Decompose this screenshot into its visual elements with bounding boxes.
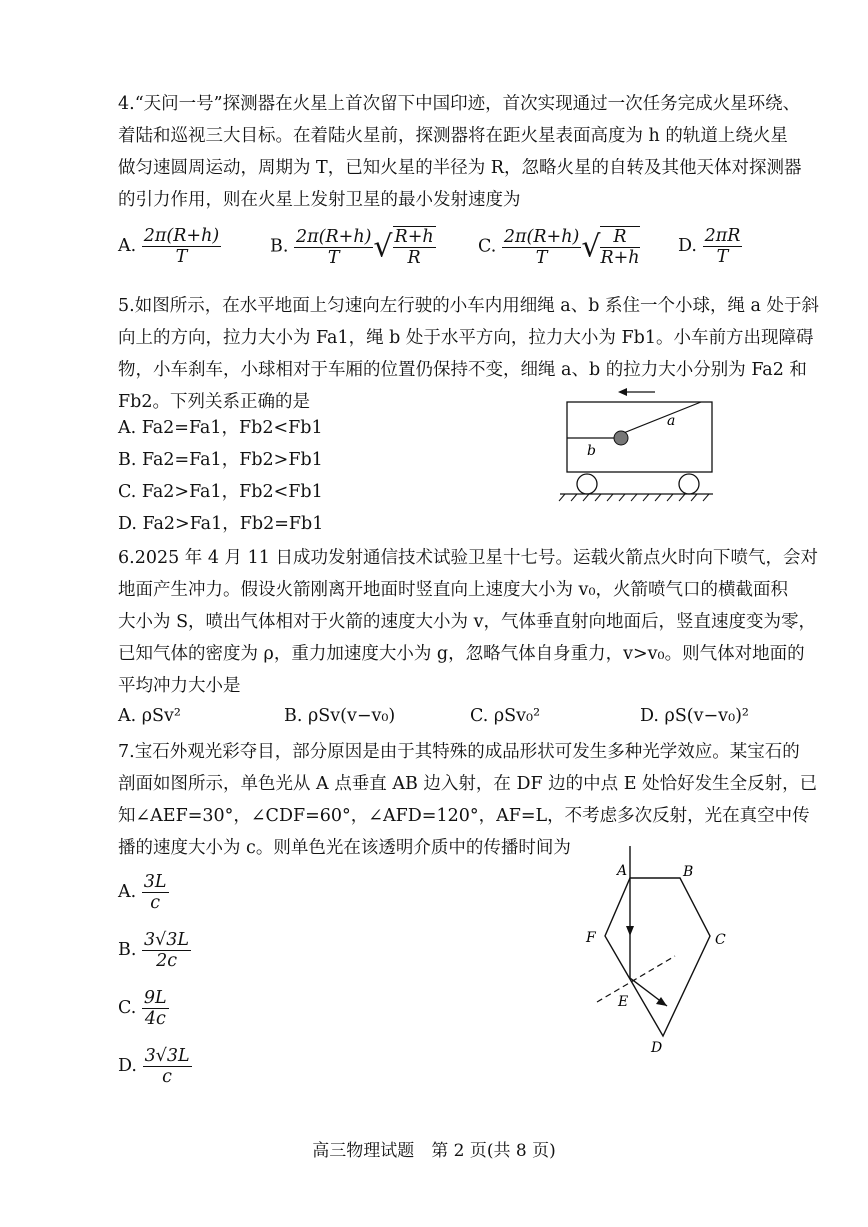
label-D: D xyxy=(651,1040,663,1056)
q7-option-a xyxy=(118,872,169,913)
q7-option-a-num: 3L xyxy=(143,872,167,892)
q4-line-4: 的引力作用，则在火星上发射卫星的最小发射速度为 xyxy=(118,190,521,210)
q6-options xyxy=(118,706,768,730)
label-F: F xyxy=(586,930,596,946)
q6-option-b: B. ρSv(v−v₀) xyxy=(284,706,396,726)
q7-option-a-label: A. xyxy=(118,882,137,902)
q6-option-d: D. ρS(v−v₀)² xyxy=(640,706,749,726)
q4-option-b-root-num: R+h xyxy=(394,227,434,247)
wheel-left xyxy=(577,474,597,494)
q7-option-c-label: C. xyxy=(118,998,137,1018)
label-b: b xyxy=(587,443,596,459)
q5-option-b: B. Fa2=Fa1，Fb2>Fb1 xyxy=(118,450,323,470)
q4-option-b-root xyxy=(393,226,436,268)
q4-option-b-label: B. xyxy=(270,236,289,257)
page-footer: 高三物理试题 第 2 页(共 8 页) xyxy=(312,1141,556,1161)
q7-gem-figure xyxy=(575,838,745,1060)
q7-option-b-den: 2c xyxy=(156,951,177,971)
label-a: a xyxy=(667,413,676,429)
question-6 xyxy=(118,542,818,702)
q4-option-b-root-den: R xyxy=(407,248,421,268)
q7-line-3: 知∠AEF=30°，∠CDF=60°，∠AFD=120°，AF=L，不考虑多次反射，光在真空中传 xyxy=(118,806,810,826)
q7-line-2: 剖面如图所示，单色光从 A 点垂直 AB 边入射，在 DF 边的中点 E 处恰好发生全反射，已 xyxy=(118,774,818,794)
q4-option-d-label: D. xyxy=(678,236,697,256)
q7-option-a-den: c xyxy=(150,893,161,913)
q4-option-d-num: 2πR xyxy=(704,226,741,246)
q7-option-b-label: B. xyxy=(118,940,137,960)
q6-line-4: 已知气体的密度为 ρ，重力加速度大小为 g，忽略气体自身重力，v>v₀。则气体对地面的 xyxy=(118,644,805,664)
q4-line-1: 4.“天问一号”探测器在火星上首次留下中国印迹，首次实现通过一次任务完成火星环绕、 xyxy=(118,94,801,114)
label-E: E xyxy=(618,994,629,1010)
q6-line-3: 大小为 S，喷出气体相对于火箭的速度大小为 v，气体垂直射向地面后，竖直速度变为零， xyxy=(118,612,816,632)
q7-option-d-den: c xyxy=(162,1067,172,1087)
q5-cart-figure xyxy=(555,380,715,510)
rope-a xyxy=(621,402,701,434)
incident-arrow xyxy=(626,926,634,936)
q4-option-a-label: A. xyxy=(118,236,137,256)
q7-option-c-num: 9L xyxy=(143,988,167,1008)
q4-line-2: 着陆和巡视三大目标。在着陆火星前，探测器将在距火星表面高度为 h 的轨道上绕火星 xyxy=(118,126,788,146)
q7-option-d xyxy=(118,1046,192,1087)
q7-option-c xyxy=(118,988,169,1029)
q5-option-c: C. Fa2>Fa1，Fb2<Fb1 xyxy=(118,482,323,502)
q4-option-c-den: T xyxy=(535,247,548,268)
q6-line-5: 平均冲力大小是 xyxy=(118,676,241,696)
q4-option-c-root-num: R xyxy=(600,227,639,248)
q7-option-d-num: 3√3L xyxy=(144,1046,190,1066)
q5-line-1: 5.如图所示，在水平地面上匀速向左行驶的小车内用细绳 a、b 系住一个小球，绳 a 处于斜 xyxy=(118,296,820,316)
question-4 xyxy=(118,88,802,216)
ball xyxy=(614,431,628,445)
q5-option-d: D. Fa2>Fa1，Fb2=Fb1 xyxy=(118,514,324,534)
q5-line-3: 物，小车刹车，小球相对于车厢的位置仍保持不变，细绳 a、b 的拉力大小分别为 Fa2 和 xyxy=(118,360,807,380)
q7-option-c-den: 4c xyxy=(144,1009,166,1029)
label-B: B xyxy=(683,864,694,880)
q5-line-2: 向上的方向，拉力大小为 Fa1，绳 b 处于水平方向，拉力大小为 Fb1。小车前方出现障碍 xyxy=(118,328,814,348)
q4-option-a xyxy=(118,226,221,267)
normal-line xyxy=(597,956,675,1002)
q7-line-4: 播的速度大小为 c。则单色光在该透明介质中的传播时间为 xyxy=(118,838,571,858)
q4-line-3: 做匀速圆周运动，周期为 T，已知火星的半径为 R，忽略火星的自转及其他天体对探测器 xyxy=(118,158,802,178)
q4-option-d xyxy=(678,226,742,267)
label-C: C xyxy=(715,932,726,948)
q4-option-c-label: C. xyxy=(478,236,497,257)
gem-outline xyxy=(605,878,710,1036)
q6-option-a: A. ρSv² xyxy=(118,706,181,726)
q4-option-b-den: T xyxy=(327,247,340,268)
ground-hatching xyxy=(559,494,709,501)
q4-option-c-root-den: R+h xyxy=(600,248,640,268)
wheel-right xyxy=(679,474,699,494)
q4-option-a-den: T xyxy=(175,247,188,267)
q4-option-a-num: 2π(R+h) xyxy=(143,226,220,246)
q4-option-b: B. $\frac{2\pi(R+h)}{T}$ √ $\frac{R+h}{R}$ xyxy=(270,226,434,268)
q4-option-d-den: T xyxy=(716,247,729,267)
q4-option-c-num: 2π(R+h) xyxy=(503,226,580,247)
arrow-head xyxy=(618,388,627,396)
q7-option-b-num: 3√3L xyxy=(144,930,190,950)
q4-option-b-num: 2π(R+h) xyxy=(296,226,372,247)
q7-line-1: 7.宝石外观光彩夺目，部分原因是由于其特殊的成品形状可发生多种光学效应。某宝石的 xyxy=(118,742,800,762)
q6-line-1: 6.2025 年 4 月 11 日成功发射通信技术试验卫星十七号。运载火箭点火时向下喷气，会对 xyxy=(118,548,818,568)
q4-option-c: C. $\frac{2\pi(R+h)}{T}$ √ $\frac{R}{R+h}$ xyxy=(478,226,640,268)
q5-line-4: Fb2。下列关系正确的是 xyxy=(118,392,310,412)
q7-option-d-label: D. xyxy=(118,1056,137,1076)
q4-options xyxy=(118,226,768,282)
q7-option-b xyxy=(118,930,191,971)
q5-option-a: A. Fa2=Fa1，Fb2<Fb1 xyxy=(118,418,323,438)
q6-line-2: 地面产生冲力。假设火箭刚离开地面时竖直向上速度大小为 v₀，火箭喷气口的横截面积 xyxy=(118,580,788,600)
cart-body xyxy=(567,402,712,472)
q6-option-c: C. ρSv₀² xyxy=(470,706,541,726)
label-A: A xyxy=(617,863,628,879)
q4-option-c-root xyxy=(600,226,639,268)
